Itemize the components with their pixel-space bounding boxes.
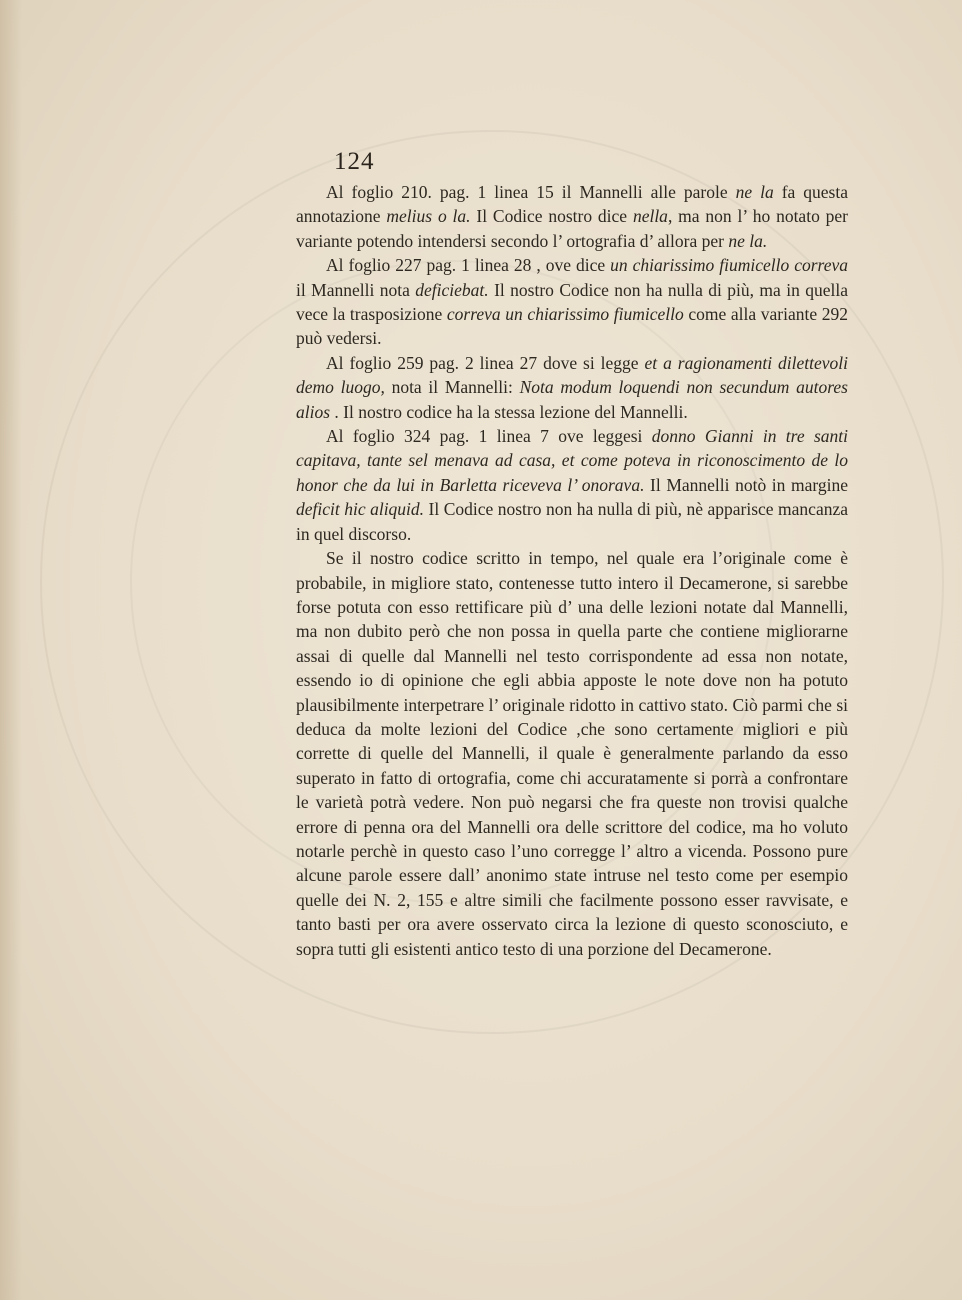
italic-text-run: un chiarissimo fiumicello correva [610,255,848,276]
paragraph [296,351,848,424]
text-run: il Mannelli nota [296,279,416,300]
text-run: . Il nostro codice ha la stessa lezione del Mannelli. [330,401,688,422]
italic-text-run: deficit hic aliquid. [296,499,425,520]
page-edge-shadow [0,0,22,1300]
text-run: Il nostro Codice non ha nulla di più, ma in quella vece la trasposizione [296,279,848,325]
paragraph [296,546,848,961]
italic-text-run: melius o la. [386,206,471,227]
italic-text-run: ne la. [728,230,768,251]
italic-text-run: deficiebat. [415,279,489,300]
italic-text-run: correva un chiarissimo fiumicello [446,304,684,325]
italic-text-run: nella [632,206,668,227]
text-run: , ma non l’ ho notato per variante potendo intendersi secondo l’ ortografia d’ allora per [296,206,849,251]
text-run: Al foglio 324 pag. 1 linea 7 ove leggesi [326,426,652,447]
body-text [296,180,848,961]
italic-text-run: ne la [735,182,774,202]
text-run: Il Codice nostro dice [470,206,633,227]
italic-text-run: Nota modum loquendi non secundum autores alios [296,377,848,422]
text-run: nota il Mannelli: [384,377,520,398]
italic-text-run: donno Gianni in tre santi capitava, tante sel menava ad casa, et come poteva in riconoscimento de lo honor che da lui in Barletta riceveva l’ onorava. [296,426,848,495]
paragraph [296,253,848,351]
text-run: fa questa annotazione [296,182,848,227]
text-run: Al foglio 210. pag. 1 linea 15 il Mannelli alle parole [326,182,736,202]
text-run: come alla variante 292 può vedersi. [296,304,848,349]
text-run: Se il nostro codice scritto in tempo, nel quale era l’originale come è probabile, in migliore stato, contenesse tutto intero il Decamerone, si sarebbe forse potuta con esso rettificare più d’ una delle lezioni notate dal Mannelli, ma non dubito però che non possa in quella parte che contiene migliorarne assai di quelle dal Mannelli nel testo corrispondente ad essa non notate, essendo io di opinione che egli abbia apposte le note dove non ha potuto plausibilmente interpetrare l’ originale ridotto in cattivo stato. Ciò parmi che si deduca da molte lezioni del Codice ,che sono certamente migliori e più corrette di quelle del Mannelli, il quale è generalmente parlando da esso superato in fatto di ortografia, come chi accuratamente si porrà a confrontare le varietà potrà vedere. Non può negarsi che fra queste non trovisi qualche errore di penna ora del Mannelli ora delle scrittore del codice, ma ho voluto notarle perchè in questo caso l’uno corregge l’ altro a vicenda. Possono pure alcune parole essere dall’ anonimo state intruse nel testo come per esempio quelle dei N. 2, 155 e altre simili che facilmente possono esser ravvisate, e tanto basti per ora avere osservato circa la lezione di questo sconosciuto, e sopra tutti gli esistenti antico testo di una porzione del Decamerone. [296,548,848,959]
paragraph [296,180,848,253]
text-run: Il Codice nostro non ha nulla di più, nè apparisce mancanza in quel discorso. [296,499,849,544]
paragraph [296,424,848,546]
page-number: 124 [334,148,375,175]
text-run: Al foglio 227 pag. 1 linea 28 , ove dice [326,255,611,276]
text-run: Al foglio 259 pag. 2 linea 27 dove si legge [326,352,645,373]
text-run: Il Mannelli notò in margine [644,474,849,495]
italic-text-run: et a ragionamenti dilettevoli demo luogo, [296,352,848,398]
